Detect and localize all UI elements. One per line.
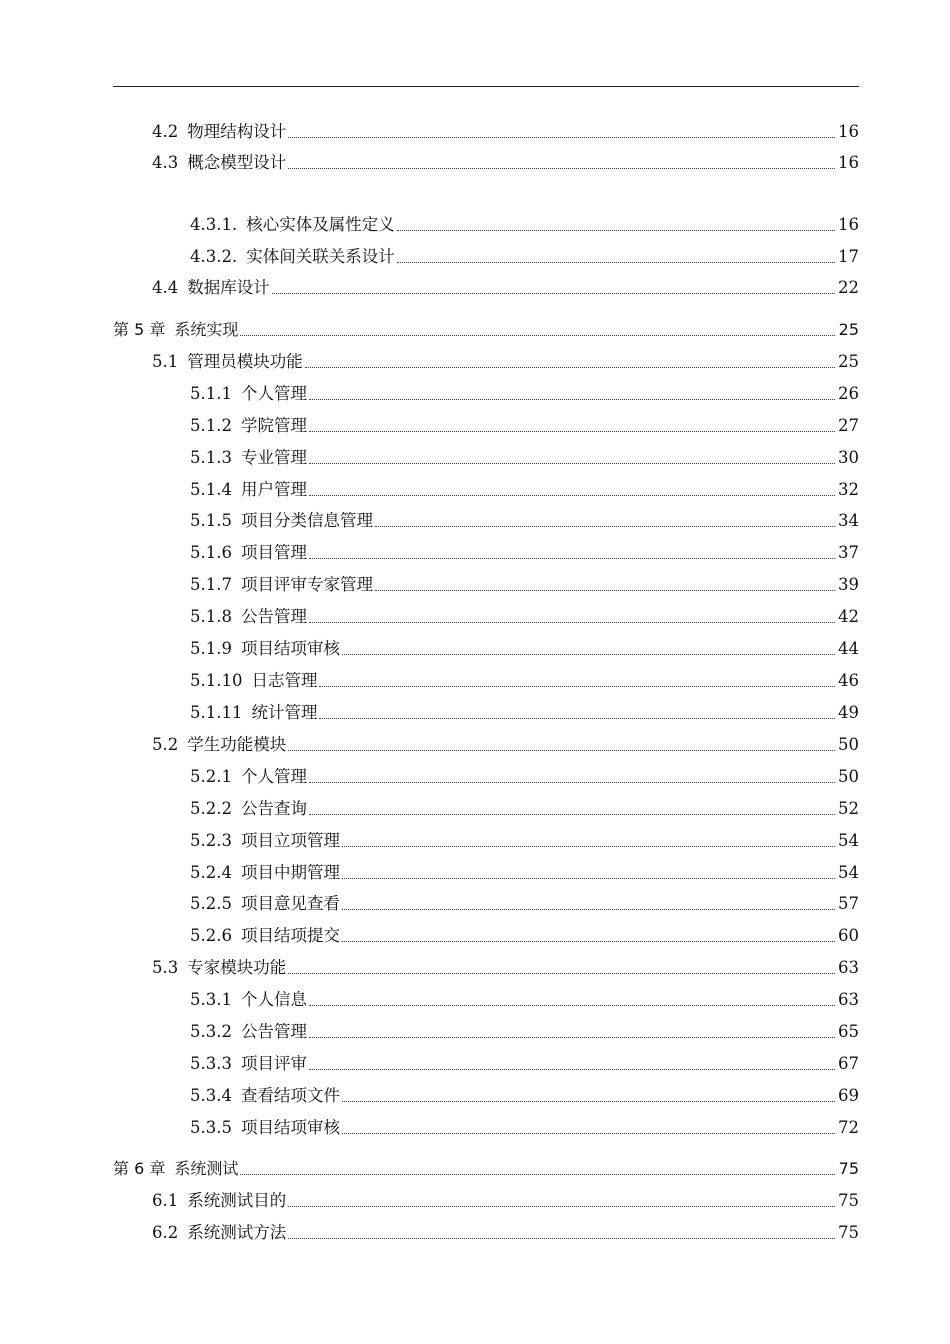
toc-entry[interactable]	[190, 889, 859, 915]
toc-entry-page: 63	[838, 990, 859, 1009]
toc-entry-title: 公告查询	[240, 799, 307, 818]
toc-entry[interactable]	[190, 985, 859, 1011]
toc-entry[interactable]	[190, 1017, 859, 1043]
toc-dot-leader	[309, 1069, 835, 1070]
toc-entry[interactable]	[113, 1154, 859, 1180]
toc-dot-leader	[342, 654, 835, 655]
toc-entry-page: 25	[838, 352, 859, 371]
toc-entry-page: 16	[838, 153, 859, 172]
toc-entry-title: 查看结项文件	[240, 1086, 340, 1105]
toc-entry-page: 54	[838, 831, 859, 850]
toc-entry-number: 5.1.8	[190, 607, 232, 626]
toc-entry[interactable]	[190, 538, 859, 564]
toc-dot-leader	[288, 973, 835, 974]
toc-entry-title: 公告管理	[240, 607, 307, 626]
toc-entry-title: 统计管理	[251, 703, 318, 722]
toc-dot-leader	[288, 750, 835, 751]
toc-dot-leader	[309, 1005, 835, 1006]
toc-entry-title: 系统测试	[174, 1159, 239, 1178]
toc-entry[interactable]	[190, 570, 859, 596]
toc-entry[interactable]	[190, 762, 859, 788]
toc-entry[interactable]	[190, 443, 859, 469]
toc-dot-leader	[309, 399, 835, 400]
toc-entry-page: 75	[838, 1159, 859, 1178]
toc-entry-title: 个人管理	[240, 384, 307, 403]
toc-entry-number: 5.3.4	[190, 1086, 232, 1105]
toc-dot-leader	[240, 1174, 835, 1175]
toc-entry-number: 5.1.3	[190, 448, 232, 467]
toc-dot-leader	[342, 1133, 835, 1134]
toc-entry-title: 用户管理	[240, 480, 307, 499]
toc-entry-title: 日志管理	[251, 671, 318, 690]
toc-entry-number: 5.1.10	[190, 671, 243, 690]
toc-entry-page: 30	[838, 448, 859, 467]
toc-entry-title: 项目管理	[240, 543, 307, 562]
toc-entry[interactable]	[190, 858, 859, 884]
toc-entry-number: 5.1.11	[190, 703, 243, 722]
toc-entry[interactable]	[190, 921, 859, 947]
toc-entry-title: 实体间关联关系设计	[246, 247, 395, 266]
toc-entry-page: 72	[838, 1118, 859, 1137]
toc-dot-leader	[342, 909, 835, 910]
toc-dot-leader	[342, 846, 835, 847]
toc-entry-title: 公告管理	[240, 1022, 307, 1041]
toc-entry-title: 物理结构设计	[187, 122, 287, 141]
toc-entry[interactable]	[190, 1049, 859, 1075]
toc-entry-page: 75	[838, 1191, 859, 1210]
toc-entry[interactable]	[152, 347, 859, 373]
toc-dot-leader	[309, 495, 835, 496]
toc-entry-title: 项目评审	[240, 1054, 307, 1073]
toc-entry[interactable]	[190, 379, 859, 405]
toc-entry-number: 5.3.3	[190, 1054, 232, 1073]
toc-entry-number: 5.2.4	[190, 863, 232, 882]
toc-entry-title: 学生功能模块	[187, 735, 287, 754]
toc-entry-number: 第 5 章	[113, 320, 166, 339]
toc-entry-number: 4.2	[152, 122, 179, 141]
toc-entry[interactable]	[190, 1113, 859, 1139]
toc-entry-page: 50	[838, 735, 859, 754]
toc-dot-leader	[309, 558, 835, 559]
toc-dot-leader	[288, 1238, 835, 1239]
toc-entry-title: 系统实现	[174, 320, 239, 339]
toc-entry-page: 34	[838, 511, 859, 530]
toc-entry-title: 项目结项审核	[240, 639, 340, 658]
toc-entry-title: 项目立项管理	[240, 831, 340, 850]
toc-entry-page: 17	[838, 247, 859, 266]
toc-entry-page: 42	[838, 607, 859, 626]
toc-entry[interactable]	[190, 210, 859, 236]
toc-entry[interactable]	[190, 242, 859, 268]
toc-dot-leader	[375, 590, 835, 591]
toc-entry-page: 52	[838, 799, 859, 818]
toc-dot-leader	[342, 878, 835, 879]
toc-entry-page: 75	[838, 1223, 859, 1242]
toc-entry-page: 46	[838, 671, 859, 690]
toc-entry[interactable]	[190, 634, 859, 660]
toc-entry-number: 4.4	[152, 278, 179, 297]
toc-dot-leader	[397, 262, 835, 263]
toc-entry-page: 50	[838, 767, 859, 786]
toc-dot-leader	[309, 431, 835, 432]
toc-entry-number: 5.2.3	[190, 831, 232, 850]
toc-entry-title: 数据库设计	[187, 278, 270, 297]
toc-dot-leader	[342, 941, 835, 942]
toc-entry[interactable]	[113, 315, 859, 341]
toc-entry-page: 22	[838, 278, 859, 297]
toc-entry-title: 项目评审专家管理	[240, 575, 373, 594]
toc-entry[interactable]	[152, 1186, 859, 1212]
toc-entry-number: 5.2.2	[190, 799, 232, 818]
toc-entry-title: 项目分类信息管理	[240, 511, 373, 530]
toc-entry-number: 5.1.7	[190, 575, 232, 594]
toc-entry-page: 37	[838, 543, 859, 562]
toc-entry-number: 5.3.1	[190, 990, 232, 1009]
toc-entry-title: 管理员模块功能	[187, 352, 303, 371]
toc-dot-leader	[288, 168, 835, 169]
toc-entry-page: 67	[838, 1054, 859, 1073]
toc-dot-leader	[342, 1101, 835, 1102]
toc-entry-number: 5.3.2	[190, 1022, 232, 1041]
toc-entry-page: 44	[838, 639, 859, 658]
toc-dot-leader	[375, 526, 835, 527]
toc-entry-page: 16	[838, 122, 859, 141]
toc-entry-page: 32	[838, 480, 859, 499]
toc-entry-number: 5.2.1	[190, 767, 232, 786]
toc-entry[interactable]	[152, 148, 859, 174]
toc-dot-leader	[319, 718, 835, 719]
toc-entry-page: 57	[838, 894, 859, 913]
toc-dot-leader	[309, 622, 835, 623]
toc-entry-title: 项目结项审核	[240, 1118, 340, 1137]
toc-entry[interactable]	[190, 411, 859, 437]
toc-entry[interactable]	[152, 117, 859, 143]
toc-entry-page: 25	[838, 320, 859, 339]
toc-entry-title: 学院管理	[240, 416, 307, 435]
toc-dot-leader	[319, 686, 835, 687]
toc-entry-number: 5.1.1	[190, 384, 232, 403]
toc-entry-number: 5.2.5	[190, 894, 232, 913]
toc-entry[interactable]	[190, 826, 859, 852]
toc-entry-number: 5.3	[152, 958, 179, 977]
toc-entry-title: 系统测试方法	[187, 1223, 287, 1242]
toc-entry-number: 5.1.9	[190, 639, 232, 658]
toc-entry-number: 5.1.6	[190, 543, 232, 562]
toc-entry-page: 60	[838, 926, 859, 945]
toc-entry-number: 4.3	[152, 153, 179, 172]
toc-entry-title: 个人信息	[240, 990, 307, 1009]
toc-entry[interactable]	[190, 1081, 859, 1107]
toc-entry-page: 63	[838, 958, 859, 977]
toc-entry-number: 6.2	[152, 1223, 179, 1242]
toc-entry-number: 5.1.5	[190, 511, 232, 530]
toc-entry-number: 5.1.2	[190, 416, 232, 435]
toc-entry-number: 6.1	[152, 1191, 179, 1210]
toc-entry[interactable]	[152, 1218, 859, 1244]
toc-entry-page: 27	[838, 416, 859, 435]
toc-entry-number: 5.1	[152, 352, 179, 371]
toc-dot-leader	[397, 230, 835, 231]
toc-entry-title: 个人管理	[240, 767, 307, 786]
toc-entry-number: 5.3.5	[190, 1118, 232, 1137]
toc-entry-page: 26	[838, 384, 859, 403]
toc-entry-page: 69	[838, 1086, 859, 1105]
toc-entry-number: 第 6 章	[113, 1159, 166, 1178]
toc-entry-title: 概念模型设计	[187, 153, 287, 172]
toc-entry-page: 49	[838, 703, 859, 722]
toc-entry[interactable]	[190, 475, 859, 501]
toc-dot-leader	[309, 1037, 835, 1038]
toc-entry[interactable]	[190, 794, 859, 820]
toc-entry-title: 项目中期管理	[240, 863, 340, 882]
toc-dot-leader	[309, 814, 835, 815]
toc-entry-title: 核心实体及属性定义	[246, 215, 395, 234]
toc-entry-number: 5.2	[152, 735, 179, 754]
toc-entry-page: 39	[838, 575, 859, 594]
toc-entry-title: 专业管理	[240, 448, 307, 467]
toc-dot-leader	[288, 1206, 835, 1207]
toc-entry-page: 16	[838, 215, 859, 234]
toc-entry[interactable]	[152, 730, 859, 756]
toc-entry[interactable]	[152, 953, 859, 979]
toc-entry[interactable]	[190, 666, 859, 692]
toc-entry-number: 5.1.4	[190, 480, 232, 499]
toc-entry[interactable]	[152, 273, 859, 299]
toc-entry-number: 5.2.6	[190, 926, 232, 945]
toc-entry-title: 系统测试目的	[187, 1191, 287, 1210]
toc-entry-title: 专家模块功能	[187, 958, 287, 977]
toc-entry[interactable]	[190, 698, 859, 724]
toc-entry-title: 项目意见查看	[240, 894, 340, 913]
toc-entry[interactable]	[190, 602, 859, 628]
toc-dot-leader	[309, 782, 835, 783]
toc-entry-page: 54	[838, 863, 859, 882]
toc-dot-leader	[288, 137, 835, 138]
toc-entry-title: 项目结项提交	[240, 926, 340, 945]
toc-entry-number: 4.3.2.	[190, 247, 238, 266]
toc-dot-leader	[305, 367, 835, 368]
toc-dot-leader	[309, 463, 835, 464]
toc-entry-page: 65	[838, 1022, 859, 1041]
toc-dot-leader	[272, 293, 835, 294]
toc-entry[interactable]	[190, 506, 859, 532]
toc-dot-leader	[240, 335, 835, 336]
toc-entry-number: 4.3.1.	[190, 215, 238, 234]
